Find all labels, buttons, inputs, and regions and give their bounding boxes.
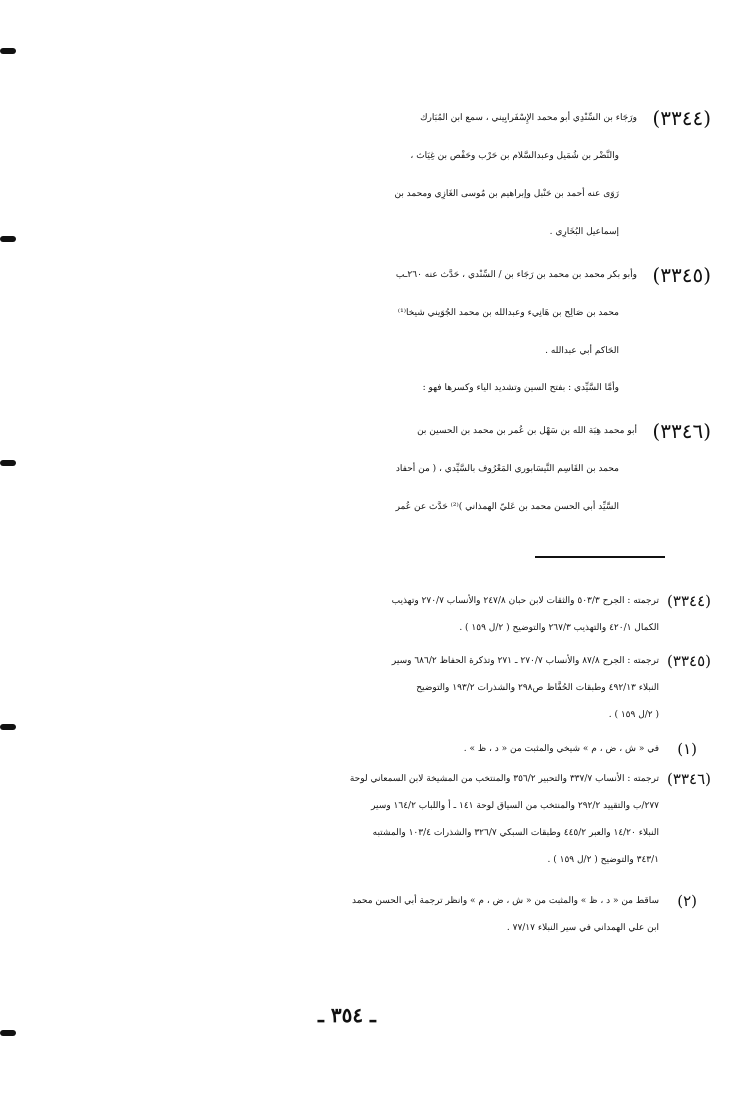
footnote-line: النبلاء ٤٩٢/١٣ وطبقات الحُفَّاظ ص٢٩٨ والشذرات ١٩٣/٢ والتوضيح bbox=[416, 683, 659, 693]
footnote-line: النبلاء ١٤/٢٠ والعبر ٤٤٥/٢ وطبقات السبكي ٣٢٦/٧ والشذرات ١٠٣/٤ والمشتبه bbox=[372, 828, 659, 838]
entry-line: إسماعيل البُخَارِي . bbox=[549, 227, 619, 237]
footnote-number: (٣٣٤٤) bbox=[667, 592, 711, 610]
entry-line: وأمَّا السَّيِّدي : بفتح السين وتشديد الياء وكسرها فهو : bbox=[422, 383, 619, 393]
footnote-line: ترجمته : الجرح ٨٧/٨ والأنساب ٢٧٠/٧ ـ ٢٧١ وتذكرة الحفاظ ٦٨٦/٢ وسير bbox=[391, 656, 659, 666]
entry-line: ورَجَاء بن السِّنْدِي أبو محمد الإِسْفَرايِيني ، سمع ابن المُبَارك bbox=[420, 113, 637, 123]
entry-line: الحَاكم أبي عبدالله . bbox=[545, 346, 619, 356]
footnote-1 bbox=[31, 736, 711, 763]
entry-sayyidi-intro bbox=[31, 369, 711, 407]
footnote-line: ترجمته : الأنساب ٣٣٧/٧ والتحبير ٣٥٦/٢ والمنتخب من المشيخة لابن السمعاني لوحة bbox=[349, 774, 659, 784]
footnote-separator bbox=[535, 556, 665, 558]
entry-3346 bbox=[31, 412, 711, 526]
footnote-line: ٣٤٣/١ والتوضيح ( ٢/ل ١٥٩ ) . bbox=[547, 855, 659, 865]
footnote-number: (٢) bbox=[677, 892, 697, 910]
footnote-line: ٢٧٧/ب والتقييد ٢٩٢/٢ والمنتخب من السياق لوحة ١٤١ ـ أ واللباب ١٦٤/٢ وسير bbox=[371, 801, 659, 811]
entry-line: السَّيِّد أبي الحسن محمد بن عَليّ الهمذاني )⁽²⁾ حَدَّث عن عُمر bbox=[395, 502, 619, 512]
footnote-line: الكمال ٤٢٠/١ والتهذيب ٢٦٧/٣ والتوضيح ( ٢/ل ١٥٩ ) . bbox=[459, 623, 659, 633]
footnote-line: في « ش ، ض ، م » شيخي والمثبت من « د ، ظ » . bbox=[463, 744, 659, 754]
edge-mark bbox=[0, 236, 16, 242]
entry-number: (٣٣٤٥) bbox=[652, 263, 711, 287]
footnote-number: (٣٣٤٦) bbox=[667, 770, 711, 788]
footnote-2 bbox=[31, 888, 711, 942]
footnote-line: ابن علي الهمداني في سير النبلاء ٧٧/١٧ . bbox=[506, 923, 659, 933]
footnote-number: (١) bbox=[677, 740, 697, 758]
entry-number: (٣٣٤٤) bbox=[652, 106, 711, 130]
edge-mark bbox=[0, 48, 16, 54]
entry-3345 bbox=[31, 256, 711, 370]
footnote-line: ساقط من « د ، ظ » والمثبت من « ش ، ض ، م » وانظر ترجمة أبي الحسن محمد bbox=[351, 896, 659, 906]
page-number: ـ ٣٥٤ ـ bbox=[318, 1003, 376, 1027]
footnote-line: ترجمته : الجرح ٥٠٣/٣ والثقات لابن حبان ٢٤٧/٨ والأنساب ٢٧٠/٧ وتهذيب bbox=[391, 596, 659, 606]
footnote-3345 bbox=[31, 648, 711, 729]
entry-number: (٣٣٤٦) bbox=[652, 419, 711, 443]
entry-line: والنَّضْر بن شُمَيل وعبدالسَّلام بن حَرْب وحَفْص بن غِيَاث ، bbox=[410, 151, 619, 161]
footnote-line: ( ٢/ل ١٥٩ ) . bbox=[608, 710, 659, 720]
edge-mark bbox=[0, 460, 16, 466]
entry-3344 bbox=[31, 99, 711, 251]
footnote-3344 bbox=[31, 588, 711, 642]
entry-line: محمد بن القَاسِم النَّيسَابوري المَعْرُوف بالسَّيِّدي ، ( من أحفاد bbox=[395, 464, 619, 474]
entry-line: وأبو بكر محمد بن محمد بن رَجَاء بن / السِّنْدي ، حَدَّث عنه ٢٦٠ـب bbox=[395, 270, 637, 280]
footnote-number: (٣٣٤٥) bbox=[667, 652, 711, 670]
footnote-3346 bbox=[31, 766, 711, 874]
entry-line: أبو محمد هِبَة الله بن سَهْل بن عُمر بن محمد بن الحسين بن bbox=[417, 426, 637, 436]
edge-mark bbox=[0, 724, 16, 730]
edge-mark bbox=[0, 1030, 16, 1036]
entry-line: محمد بن صَالِح بن هَانِيء وعبدالله بن محمد الجُوَيني شيخا⁽¹⁾ bbox=[397, 308, 619, 318]
entry-line: رَوَى عنه أحمد بن حَنْبل وإبراهيم بن مُوسى الغَازِي ومحمد بن bbox=[394, 189, 619, 199]
